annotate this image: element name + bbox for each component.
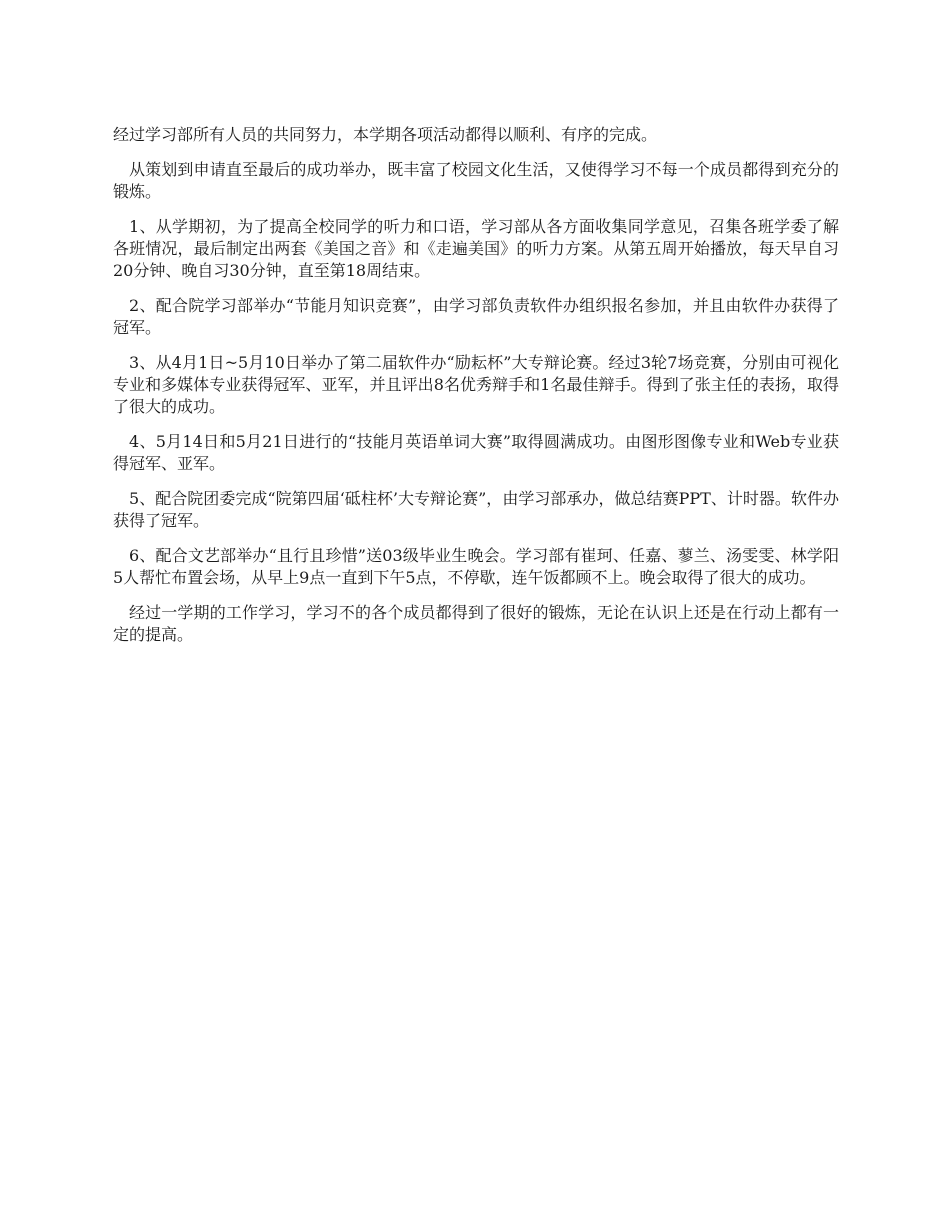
paragraph-item-2: 2、配合院学习部举办“节能月知识竞赛”，由学习部负责软件办组织报名参加，并且由软件办获得了冠军。 <box>113 296 839 337</box>
paragraph-intro: 经过学习部所有人员的共同努力，本学期各项活动都得以顺利、有序的完成。 <box>113 125 658 144</box>
paragraph-item-4: 4、5月14日和5月21日进行的“技能月英语单词大赛”取得圆满成功。由图形图像专业和Web专业获得冠军、亚军。 <box>113 432 839 473</box>
paragraph-conclusion: 经过一学期的工作学习，学习不的各个成员都得到了很好的锻炼，无论在认识上还是在行动上都有一定的提高。 <box>113 603 839 644</box>
paragraph-item-6: 6、配合文艺部举办“且行且珍惜”送03级毕业生晚会。学习部有崔珂、任嘉、蓼兰、汤雯雯、林学阳5人帮忙布置会场，从早上9点一直到下午5点，不停歇，连午饭都顾不上。晚会取得了很大的成功。 <box>113 546 839 587</box>
document-body <box>113 124 839 659</box>
paragraph-item-5: 5、配合院团委完成“院第四届‘砥柱杯’大专辩论赛”，由学习部承办，做总结赛PPT、计时器。软件办获得了冠军。 <box>113 489 839 530</box>
paragraph-summary: 从策划到申请直至最后的成功举办，既丰富了校园文化生活，又使得学习不每一个成员都得到充分的锻炼。 <box>113 160 839 201</box>
paragraph-item-1: 1、从学期初，为了提高全校同学的听力和口语，学习部从各方面收集同学意见，召集各班学委了解各班情况，最后制定出两套《美国之音》和《走遍美国》的听力方案。从第五周开始播放，每天早自习20分钟、晚自习30分钟，直至第18周结束。 <box>113 217 839 280</box>
paragraph-item-3: 3、从4月1日~5月10日举办了第二届软件办“励耘杯”大专辩论赛。经过3轮7场竞赛，分别由可视化专业和多媒体专业获得冠军、亚军，并且评出8名优秀辩手和1名最佳辩手。得到了张主任的表扬，取得了很大的成功。 <box>113 353 839 416</box>
